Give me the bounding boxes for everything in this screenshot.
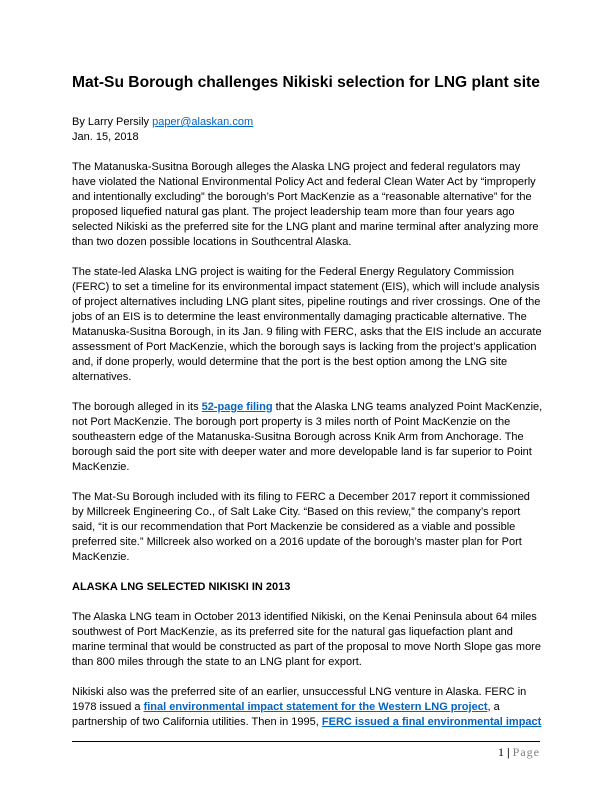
- article-date: Jan. 15, 2018: [72, 131, 139, 143]
- paragraph-2: The state-led Alaska LNG project is waiting for the Federal Energy Regulatory Commission (FERC) to set a timeline for its environmental impact statement (EIS), which will include analysis of project alternatives including LNG plant sites, pipeline routings and river crossings. One of the jobs of an EIS is to determine the least environmentally damaging practicable alternative. The Matanuska-Susitna Borough, in its Jan. 9 filing with FERC, asks that the EIS include an accurate assessment of Port MacKenzie, which the borough says is lacking from the project’s application and, if done properly, would determine that the port is the best option among the LNG site alternatives.: [72, 266, 542, 383]
- page-label: Page: [512, 745, 540, 759]
- paragraph-4: The Mat-Su Borough included with its filing to FERC a December 2017 report it commissioned by Millcreek Engineering Co., of Salt Lake City. “Based on this review,” the company’s report said, “it is our recommendation that Port Mackenzie be considered as a viable and possible preferred site.” Millcreek also worked on a 2016 update of the borough’s master plan for Port MacKenzie.: [72, 491, 530, 563]
- filing-link[interactable]: 52-page filing: [201, 401, 273, 413]
- paragraph-1: The Matanuska-Susitna Borough alleges the Alaska LNG project and federal regulators may have violated the National Environmental Policy Act and federal Clean Water Act by “improperly and intentionally excluding” the borough’s Port MacKenzie as a “reasonable alternative” for the proposed liquefied natural gas plant. The project leadership team more than four years ago selected Nikiski as the preferred site for the LNG plant and marine terminal after analyzing more than two dozen possible locations in Southcentral Alaska.: [72, 161, 539, 248]
- article-title: Mat-Su Borough challenges Nikiski selection for LNG plant site: [72, 74, 540, 91]
- article-body: [72, 74, 544, 745]
- byline-author: By Larry Persily: [72, 116, 153, 128]
- western-lng-eis-link[interactable]: final environmental impact statement for the Western LNG project: [143, 701, 488, 713]
- footer-divider: [72, 741, 540, 742]
- footer-separator: |: [507, 745, 510, 759]
- paragraph-3-text-start: The borough alleged in its: [72, 401, 202, 413]
- byline: [72, 115, 544, 130]
- author-email-link[interactable]: paper@alaskan.com: [152, 116, 254, 128]
- paragraph-3: [72, 400, 544, 475]
- paragraph-5: The Alaska LNG team in October 2013 identified Nikiski, on the Kenai Peninsula about 64 miles southwest of Port MacKenzie, as its preferred site for the natural gas liquefaction plant and marine terminal that would be constructed as part of the proposal to move North Slope gas more than 800 miles through the state to an LNG plant for export.: [72, 611, 541, 668]
- page-number: 1: [498, 745, 505, 759]
- paragraph-6-text-middle: , a partnership of two California utilities. Then in 1995,: [72, 701, 500, 728]
- paragraph-6-text-start: Nikiski also was the preferred site of an earlier, unsuccessful LNG venture in Alaska. FERC in 1978 issued a: [72, 686, 527, 713]
- ferc-final-eis-link[interactable]: FERC issued a final environmental impact: [321, 716, 542, 728]
- section-heading: ALASKA LNG SELECTED NIKISKI IN 2013: [72, 581, 291, 593]
- paragraph-6: [72, 685, 544, 730]
- paragraph-3-text-end: that the Alaska LNG teams analyzed Point MacKenzie, not Port MacKenzie. The borough port property is 3 miles north of Point MacKenzie on the southeastern edge of the Matanuska-Susitna Borough across Knik Arm from Anchorage. The borough said the port site with deeper water and more developable land is far superior to Point MacKenzie.: [72, 401, 543, 473]
- page-footer: [498, 745, 540, 760]
